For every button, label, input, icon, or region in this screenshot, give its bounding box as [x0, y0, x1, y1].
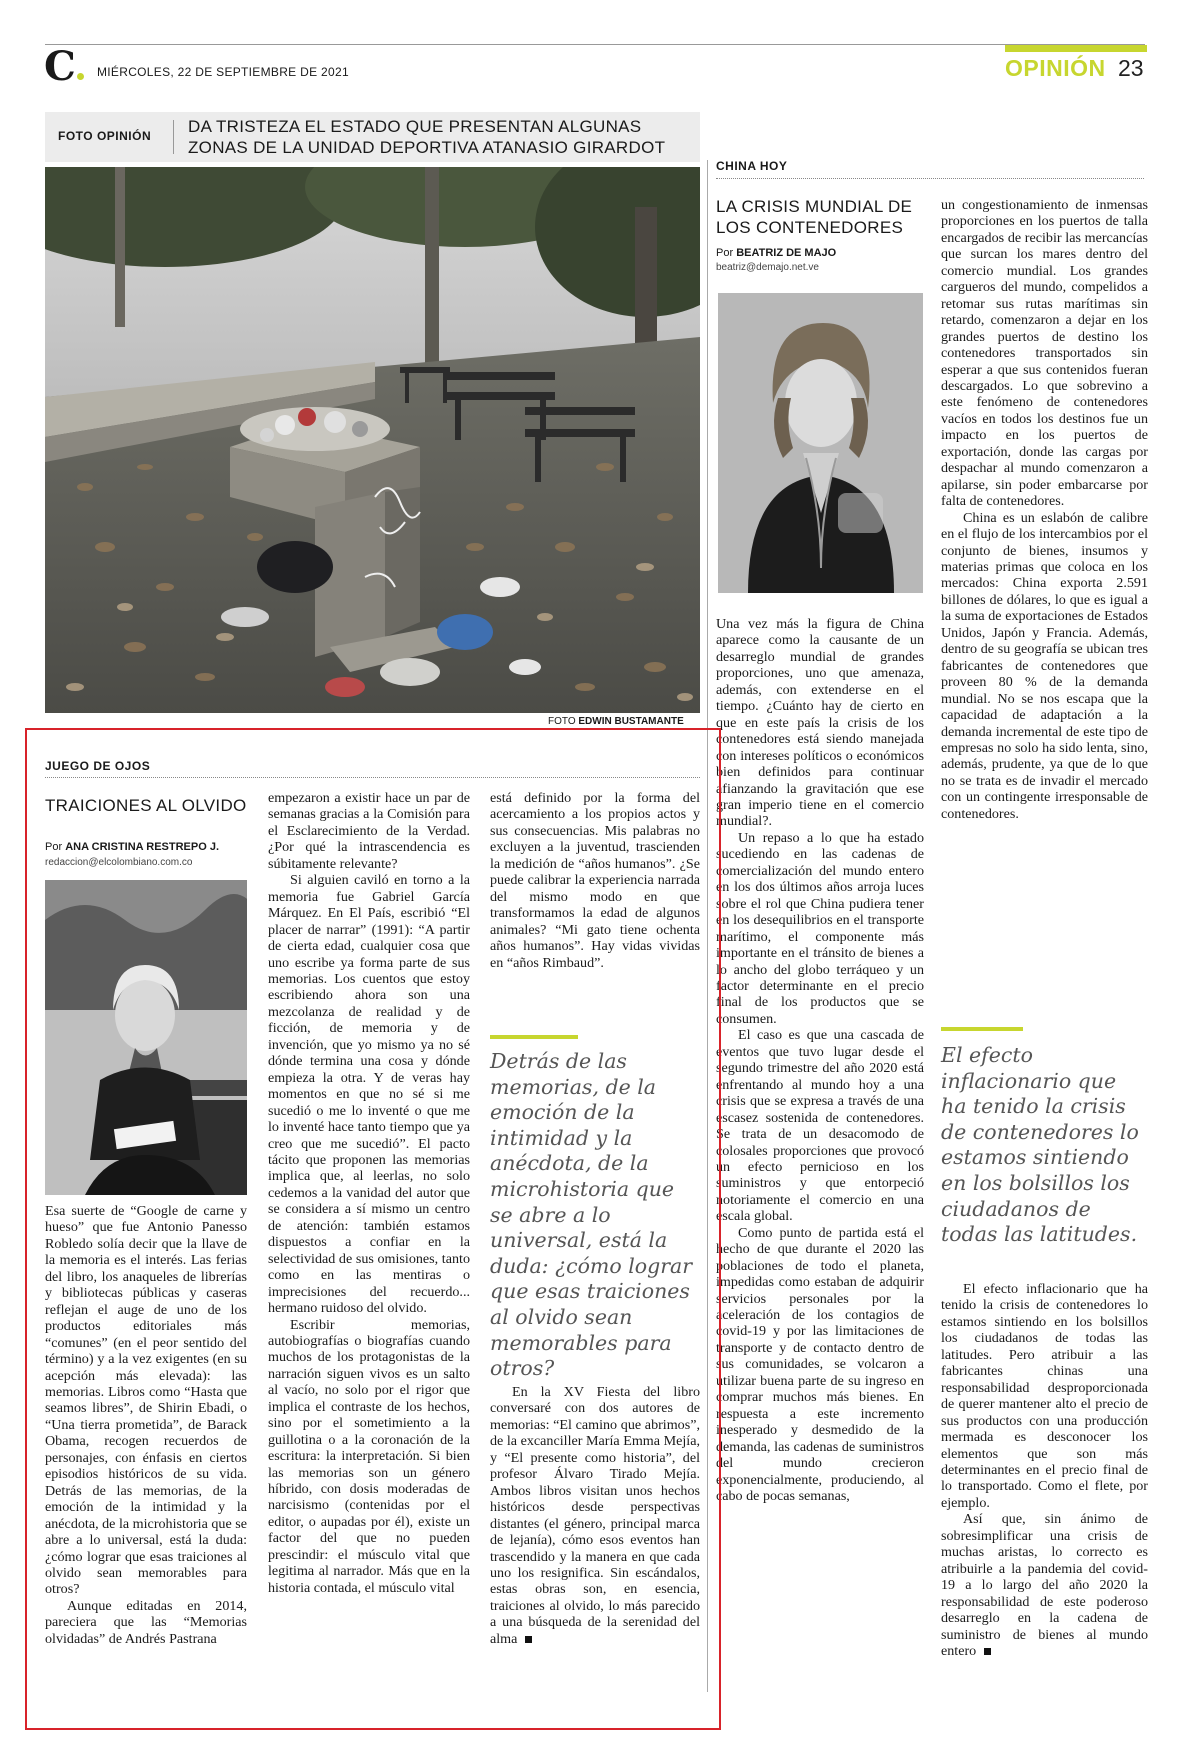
- photo-opinion-headline: [188, 116, 665, 158]
- photo-headline-line-1: DA TRISTEZA EL ESTADO QUE PRESENTAN ALGUNAS: [188, 117, 642, 136]
- juego-de-ojos-title: TRAICIONES AL OLVIDO: [45, 796, 247, 815]
- header-divider: [173, 120, 174, 154]
- china-pull-quote-accent-bar: [941, 1027, 1023, 1031]
- china-col1-paragraph-3: El caso es que una cascada de eventos que tuvo lugar desde el segundo trimestre del año 2020 está enfrentando al mundo hoy a una crisis que se expresa a través de una escasez sostenida de contenedores. Se trata de un desacomodo de colosales proporciones que provocó un efecto pernicioso en los suministros y que entorpeció notoriamente el comercio en una escala global.: [716, 1027, 924, 1225]
- china-col2-paragraph-1: un congestionamiento de inmensas proporciones en los puertos de talla encargados de recibir las mercancías que surcan los mares dentro del comercio mundial. Los grandes cargueros del mundo, compelidos a retomar sus rutas marítimas sin retardo, comenzaron a dejar en los grandes puertos de destino los contenedores transportados sin esperar a que sus contenidos fueran descargados. Lo que sobrevino a este fenómeno de contenedores vacíos en todos los destinos fue un impacto en los puertos de exportación, donde las cargas por despachar al mundo comenzaron a apilarse, sin poder embarcarse por falta de contenedores.: [941, 197, 1148, 510]
- china-pull-quote: El efecto inflacionario que ha tenido la crisis de contenedores lo estamos sintiendo en los bolsillos los ciudadanos de todas las latitudes.: [941, 1043, 1139, 1247]
- china-kicker-divider: [716, 178, 1144, 179]
- china-by-prefix: Por: [716, 247, 734, 259]
- section-accent-bar: [1005, 45, 1147, 52]
- juego-col2-paragraph-2: Si alguien caviló en torno a la memoria fue Gabriel García Márquez. En El País, escribió “El placer de narrar” (1991): “A partir de cierta edad, cualquier cosa que uno escribe ya forma parte de sus memorias. Los cuentos que estoy escribiendo ahora son una mezcolanza de realidad y de ficción, de memoria y de invención, que yo mismo ya no sé dónde termina una cosa y dónde empieza la otra. Y de veras hay momentos en que no sé si me sucedió o me lo inventé o que me lo inventé hace tanto tiempo que ya creo que me sucedió”. El pacto tácito que proponen las memorias implica que, al leerlas, no solo cedemos a la vanidad del autor que se considera a sí mismo un centro de atención: también estamos dispuestos a confiar en la selectividad de sus omisiones, tanto como en las mentiras o imprecisiones del recuerdo... hermano ruidoso del olvido.: [268, 872, 470, 1317]
- juego-col3-paragraph-1: está definido por la forma del acercamiento a los propios actos y sus consecuencias. Mis palabras no excluyen a la juventud, trascienden la medición de “años humanos”. ¿Se puede calibrar la experiencia narrada del mismo modo en que transformamos la edad de algunos animales? “Mi gato tiene ochenta años humanos”. Hay vidas vividas en “años Rimbaud”.: [490, 790, 700, 971]
- logo-dot-icon: [77, 73, 84, 80]
- trash-bin-photo-illustration: [45, 167, 700, 713]
- china-col2-paragraph-3: El efecto inflacionario que ha tenido la crisis de contenedores lo estamos sintiendo en los bolsillos los ciudadanos de todas las latitudes. Pero atribuir a las fabricantes chinas una responsabilidad desproporcionada de querer mantener alto el precio de sus productos con una producción mermada es desconocer los elementos que son más determinantes en el precio final de lo transportado. Como el flete, por ejemplo.: [941, 1281, 1148, 1511]
- china-col2-paragraph-4: [941, 1511, 1148, 1659]
- china-col1-paragraph-2: Un repaso a lo que ha estado sucediendo en las cadenas de comercialización del mundo entero en los dos últimos años arroja luces sobre el rol que China pudiera tener en los desequilibrios en el transporte marítimo, el componente más importante en el tránsito de bienes a lo ancho del globo terráqueo y un factor determinante en el precio final de los productos que se consumen.: [716, 829, 924, 1027]
- china-col1-paragraph-1: Una vez más la figura de China aparece como la causante de un desarreglo mundial de grandes proporciones, uno que amenaza, además, con extenderse en el tiempo. ¿Cuánto hay de cierto en que en este país la crisis de los contenedores está siendo manejada con intereses políticos o económicos bien definidos para continuar afianzando la gravitación que ese gran imperio tiene en el comercio mundial?.: [716, 616, 924, 830]
- photo-credit-name: EDWIN BUSTAMANTE: [578, 716, 684, 727]
- section-name: OPINIÓN: [1005, 55, 1106, 81]
- juego-de-ojos-kicker: JUEGO DE OJOS: [45, 759, 151, 773]
- china-end-of-article-icon: [984, 1648, 991, 1655]
- china-col1-paragraph-4: Como punto de partida está el hecho de que durante el 2020 las poblaciones de todo el planeta, impedidas como estaban de adquirir servicios personales por la aceleración de los contagios de covid-19 y por las limitaciones de transporte y de contacto dentro de sus comunidades, se volcaron a utilizar buena parte de su ingreso en comprar muchos más bienes. En respuesta a este incremento inesperado y desmedido de la demanda, las cadenas de suministros del mundo crecieron exponencialmente, produciendo, al cabo de pocas semanas,: [716, 1224, 924, 1505]
- china-author-name: BEATRIZ DE MAJO: [736, 247, 837, 259]
- china-title-line-2: LOS CONTENEDORES: [716, 218, 904, 237]
- juego-col1-paragraph-1: Esa suerte de “Google de carne y hueso” que fue Antonio Panesso Robledo solía decir que la llave de la memoria es el interés. Las ferias del libro, los anaqueles de librerías y bibliotecas públicas y caseras reflejan el auge de uno de los productos editoriales más “comunes” (en el peor sentido del término) y a la vez exigentes (en su acepción más elevada): las memorias. Libros como “Hasta que seamos libres”, de Shirin Ebadi, o “Una tierra prometida”, de Barack Obama, recogen recuerdos de personajes, con énfasis en ciertos episodios históricos de su vida. Detrás de las memorias, de la emoción de la intimidad y la anécdota, de la microhistoria que se abre a lo universal, está la duda: ¿cómo lograr que esas traiciones al olvido sean memorables para otros?: [45, 1203, 247, 1598]
- china-hoy-title: [716, 196, 926, 238]
- by-prefix: Por: [45, 841, 63, 853]
- juego-pull-quote: Detrás de las memorias, de la emoción de la intimidad y la anécdota, de la microhistoria que se abre a lo universal, está la duda: ¿cómo lograr que esas traiciones al olvido sean memorables para otros?: [490, 1049, 693, 1381]
- author-name: ANA CRISTINA RESTREPO J.: [65, 841, 219, 853]
- stadium-trash-photo[interactable]: [45, 167, 700, 713]
- china-hoy-kicker: CHINA HOY: [716, 159, 788, 173]
- photo-headline-line-2: ZONAS DE LA UNIDAD DEPORTIVA ATANASIO GIRARDOT: [188, 138, 666, 157]
- juego-col2-paragraph-3: Escribir memorias, autobiografías o biografías cuando muchos de los protagonistas de la narración siguen vivos es un salto al vacío, no solo por el rigor que implica el contraste de los hechos, sino por el sometimiento a la guillotina o a la coronación de la escritura: la interpretación. Si bien las memorias son un género híbrido, con dosis moderadas de narcisismo (contenidas por el editor, o aupadas por él), existe un factor del que no pueden prescindir: el músculo vital que legitima al narrador. Más que en la historia contada, el músculo vital: [268, 1316, 470, 1596]
- china-col-2-top: [941, 197, 1148, 822]
- china-title-line-1: LA CRISIS MUNDIAL DE: [716, 197, 913, 216]
- china-col-1: [716, 616, 924, 1504]
- newspaper-logo[interactable]: [44, 43, 84, 90]
- photo-credit: [548, 716, 684, 727]
- author-email[interactable]: redaccion@elcolombiano.com.co: [45, 857, 193, 868]
- photo-opinion-kicker: FOTO OPINIÓN: [58, 129, 152, 143]
- china-author-email[interactable]: beatriz@demajo.net.ve: [716, 262, 819, 273]
- logo-letter: C: [44, 43, 76, 90]
- china-hoy-byline: [716, 246, 836, 261]
- china-author-portrait: [718, 293, 923, 593]
- juego-col3-closing-text: En la XV Fiesta del libro conversaré con dos autores de memorias: “El camino que abrimos”, de la excanciller María Emma Mejía, y “El presente como historia”, del profesor Álvaro Tirado Mejía. Ambos libros visitan unos hechos históricos desde perspectivas distantes (el género, principal marca de lejanía), cómo esos eventos han trascendido y la manera en que cada uno los resignifica. Sin escándalos, estas obras son, en esencia, traiciones al olvido, lo más parecido a una búsqueda de la serenidad del alma: [490, 1384, 700, 1647]
- juego-col1-paragraph-2: Aunque editadas en 2014, pareciera que las “Memorias olvidadas” de Andrés Pastrana: [45, 1597, 247, 1647]
- china-author-portrait-illustration: [718, 293, 923, 593]
- page-number: 23: [1118, 55, 1144, 81]
- issue-date: MIÉRCOLES, 22 DE SEPTIEMBRE DE 2021: [97, 65, 349, 79]
- photo-credit-prefix: FOTO: [548, 716, 576, 727]
- china-col2-paragraph-2: China es un eslabón de calibre en el flujo de los intercambios por el conjunto de bienes, insumos y materias primas que coloca en los mercados: China exporta 2.591 billones de dólares, lo que es igual a la suma de exportaciones de Estados Unidos, Japón y Francia. Además, dentro de su geografía se ubican tres fabricantes de contenedores que proveen 80 % de la demanda mundial. No se nos escapa que la capacidad de adaptación a la demanda incremental de este tipo de empresas no solo ha sido lenta, sino, además, prudente, ya que de lo que no se trata es de invadir el mercado con un contingente irresponsable de contenedores.: [941, 509, 1148, 822]
- china-closing-text: Así que, sin ánimo de sobresimplificar una crisis de muchas aristas, lo correcto es atribuirle a la pandemia del covid-19 a lo largo del año 2020 la responsabilidad de este poderoso desarreglo en la cadena de suministro de bienes al mundo entero: [941, 1511, 1148, 1659]
- top-rule: [45, 44, 1145, 45]
- selection-highlight-box: [25, 728, 721, 1730]
- china-col-2-bottom: [941, 1281, 1148, 1659]
- juego-col2-paragraph-1: empezaron a existir hace un par de semanas gracias a la Comisión para el Esclarecimiento de la Verdad. ¿Por qué la intrascendencia es súbitamente relevante?: [268, 790, 470, 872]
